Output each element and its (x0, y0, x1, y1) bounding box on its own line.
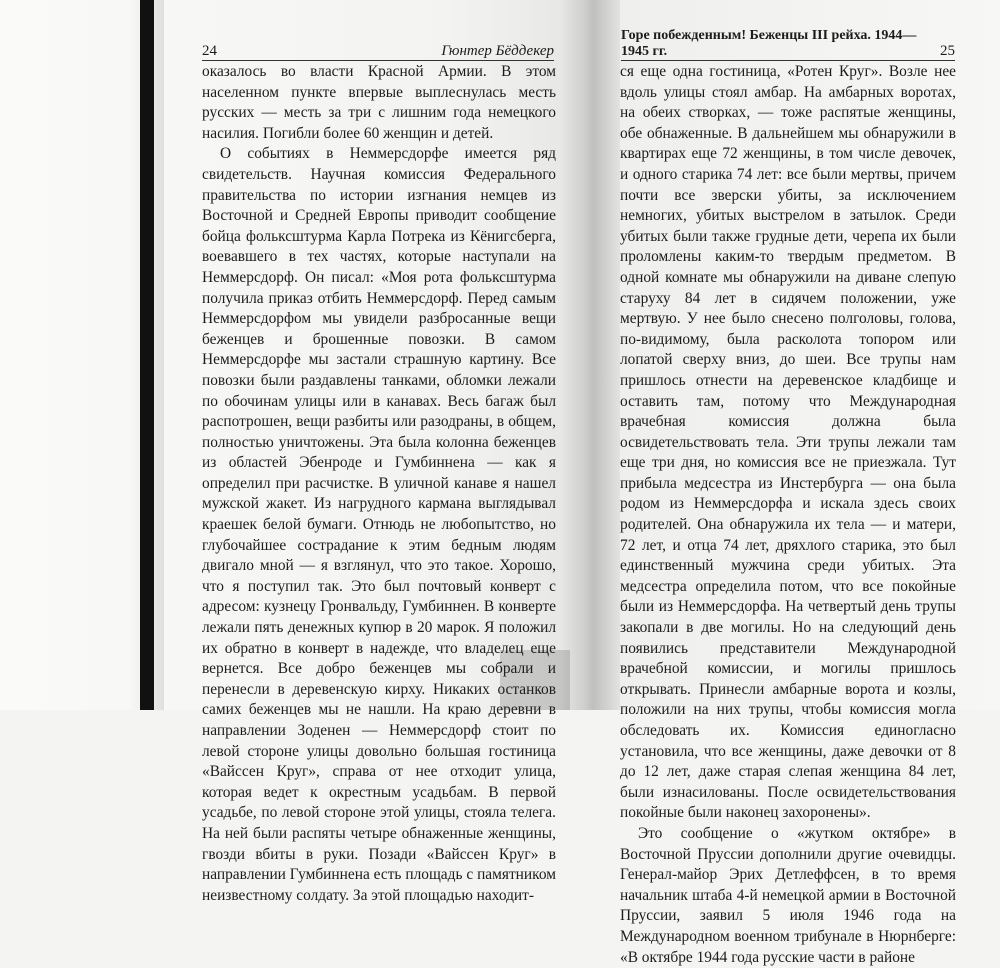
scan-edge-left (140, 0, 154, 710)
right-page-number: 25 (940, 43, 955, 59)
left-page-header (202, 38, 554, 61)
left-page-body (202, 62, 556, 906)
right-page-body (620, 62, 956, 968)
left-page-number: 24 (202, 43, 217, 59)
left-paragraph-2: О событиях в Неммерсдорфе имеется ряд свидетельств. Научная комиссия Федерального правительства по истории изгнания немцев из Восточной и Средней Европы приводит сообщение бойца фольксштурма Карла Потрека из Кёнигсберга, воевавшего в тех частях, которые наступали на Неммерсдорф. Он писал: «Моя рота фольксштурма получила приказ отбить Неммерсдорф. Перед самым Неммерсдорфом мы увидели разбросанные вещи беженцев и брошенные повозки. В самом Неммерсдорфе мы застали страшную картину. Все повозки были раздавлены танками, обломки лежали по обочинам улицы или в канавах. Весь багаж был распотрошен, вещи разбиты или разодраны, в общем, полностью уничтожены. Эта была колонна беженцев из областей Эбенроде и Гумбиннена — как я определил при расчистке. В уличной канаве я нашел мужской жакет. Из нагрудного кармана выглядывал краешек белой бумаги. Отнюдь не любопытство, но глубочайшее сострадание к этим бедным людям двигало мной — я взглянул, что это такое. Хорошо, что я поступил так. Это был почтовый конверт с адресом: кузнецу Гронвальду, Гумбиннен. В конверте лежали пять денежных купюр в 20 марок. Я положил их обратно в конверт в надежде, что владелец еще вернется. Все добро беженцев мы собрали и перенесли в деревенскую кирху. Никаких останков самих беженцев мы не нашли. На краю деревни в направлении Зоденен — Неммерсдорф стоит по левой стороне улицы довольно большая гостиница «Вайссен Круг», справа от нее отходит улица, которая ведет к окрестным усадьбам. В первой усадьбе, по левой стороне этой улицы, стояла телега. На ней были распяты четыре обнаженные женщины, гвозди вбиты в руки. Позади «Вайссен Круг» в направлении Гумбиннена есть площадь с памятником неизвестному солдату. За этой площадью находит- (202, 145, 556, 904)
left-running-head: Гюнтер Бёддекер (441, 43, 554, 59)
right-running-head: Горе побежденным! Беженцы III рейха. 1944—1945 гг. (621, 28, 917, 59)
right-paragraph-2: Это сообщение о «жутком октябре» в Восточной Пруссии дополнили другие очевидцы. Генерал-майор Эрих Детлеффсен, в то время начальник штаба 4-й немецкой армии в Восточной Пруссии, заявил 5 июля 1946 года на Международном военном трибунале в Нюрнберге: «В октябре 1944 года русские части в районе (620, 824, 956, 966)
right-page-header (621, 28, 955, 61)
left-paragraph-1: оказалось во власти Красной Армии. В этом населенном пункте впервые выплеснулась месть русских — месть за три с лишним года немецкого насилия. Погибли более 60 женщин и детей. (202, 63, 556, 142)
book-gutter (560, 0, 620, 710)
right-paragraph-1: ся еще одна гостиница, «Ротен Круг». Возле нее вдоль улицы стоял амбар. На амбарных воротах, на обеих створках, — тоже распятые женщины, обе обнаженные. В дальнейшем мы обнаружили в квартирах еще 72 женщины, в том числе девочек, и одного старика 74 лет: все были мертвы, причем почти все зверски убиты, за исключением немногих, убитых выстрелом в затылок. Среди убитых были также грудные дети, черепа их были проломлены каким-то твердым предметом. В одной комнате мы обнаружили на диване слепую старуху 84 лет в сидячем положении, уже мертвую. У нее было снесено полголовы, голова, по-видимому, была расколота топором или лопатой сверху вниз, до шеи. Все трупы нам пришлось отнести на деревенское кладбище и оставить там, потому что Международная врачебная комиссия должна была освидетельствовать тела. Эти трупы лежали там еще три дня, но комиссия все не приезжала. Тут прибыла медсестра из Инстербурга — она была родом из Неммерсдорфа и искала здесь своих родителей. Она обнаружила их тела — и матери, 72 лет, и отца 74 лет, дряхлого старика, это был единственный мужчина среди убитых. Эта медсестра определила потом, что все покойные были из Неммерсдорфа. На четвертый день трупы закопали в две могилы. Но на следующий день появились представители Международной врачебной комиссии, и могилы пришлось открывать. Принесли амбарные ворота и козлы, положили на них трупы, чтобы комиссия могла обследовать их. Комиссия единогласно установила, что все женщины, даже девочки от 8 до 12 лет, даже старая слепая женщина 84 лет, были изнасилованы. После освидетельствования покойные были наконец захоронены». (620, 63, 956, 822)
